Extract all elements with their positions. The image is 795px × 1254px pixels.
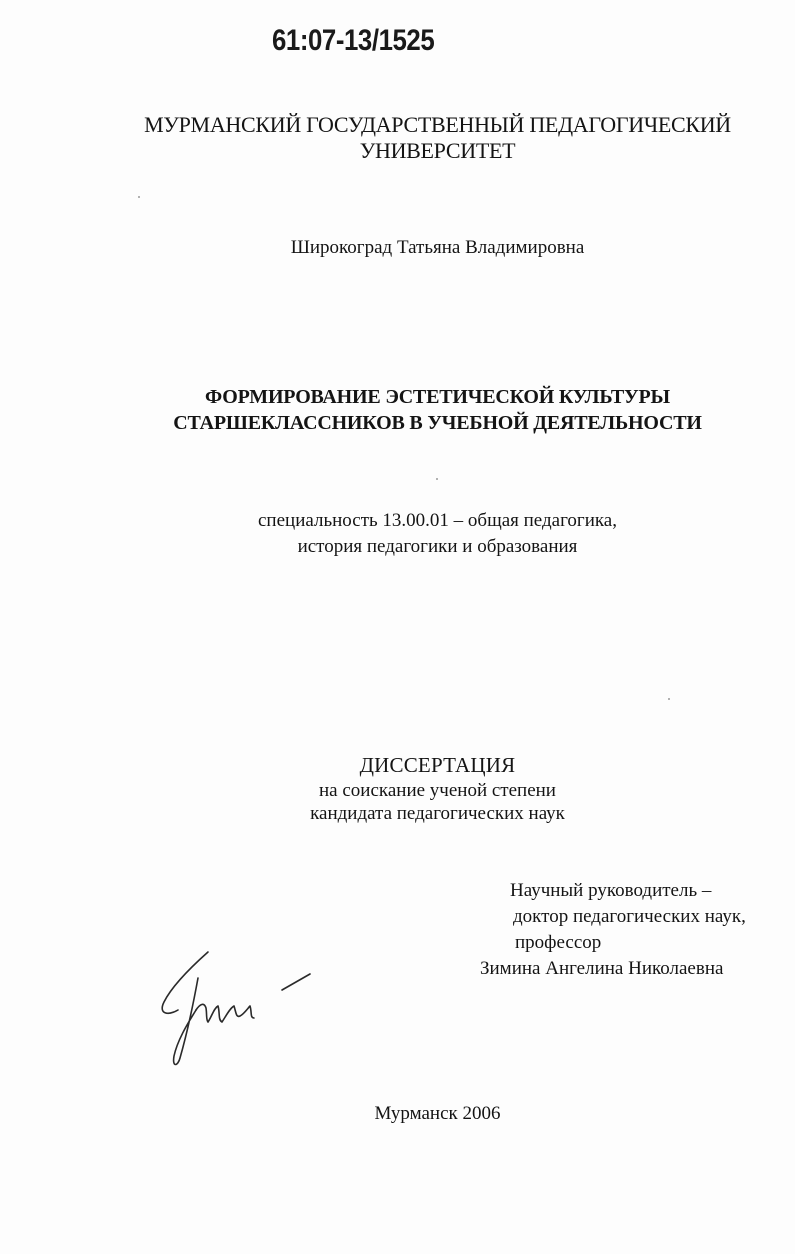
specialty-line-2: история педагогики и образования: [297, 536, 578, 557]
university-line-1: МУРМАНСКИЙ ГОСУДАРСТВЕННЫЙ ПЕДАГОГИЧЕСКИЙ: [144, 112, 731, 137]
supervisor-rank: профессор: [515, 932, 602, 953]
dissertation-label: ДИССЕРТАЦИЯ: [359, 753, 516, 777]
degree-line-1: на соискание ученой степени: [319, 780, 556, 801]
dissertation-type-block: [40, 754, 795, 825]
city-year: Мурманск 2006: [374, 1103, 501, 1124]
supervisor-block: [480, 878, 746, 982]
degree-line-2: кандидата педагогических наук: [310, 803, 565, 824]
signature-stroke-3: [196, 1004, 254, 1022]
supervisor-name: Зимина Ангелина Николаевна: [480, 958, 724, 979]
dissertation-title: [40, 384, 795, 436]
supervisor-degree: доктор педагогических наук,: [513, 906, 746, 927]
signature-dash: [282, 974, 310, 990]
author-signature: [150, 950, 330, 1070]
scan-speck: [668, 698, 670, 700]
archive-stamp-code: 61:07-13/1525: [272, 24, 435, 57]
title-line-1: ФОРМИРОВАНИЕ ЭСТЕТИЧЕСКОЙ КУЛЬТУРЫ: [205, 386, 670, 408]
university-line-2: УНИВЕРСИТЕТ: [359, 138, 516, 163]
specialty-block: [40, 508, 795, 560]
supervisor-role: Научный руководитель –: [510, 880, 712, 901]
scan-speck: [138, 196, 140, 198]
university-header: [40, 112, 795, 164]
specialty-line-1: специальность 13.00.01 – общая педагогика,: [258, 510, 617, 531]
signature-stroke-2: [174, 978, 198, 1065]
scan-speck: [436, 478, 438, 480]
title-line-2: СТАРШЕКЛАССНИКОВ В УЧЕБНОЙ ДЕЯТЕЛЬНОСТИ: [173, 412, 702, 434]
author-name: Широкоград Татьяна Владимировна: [290, 237, 585, 258]
